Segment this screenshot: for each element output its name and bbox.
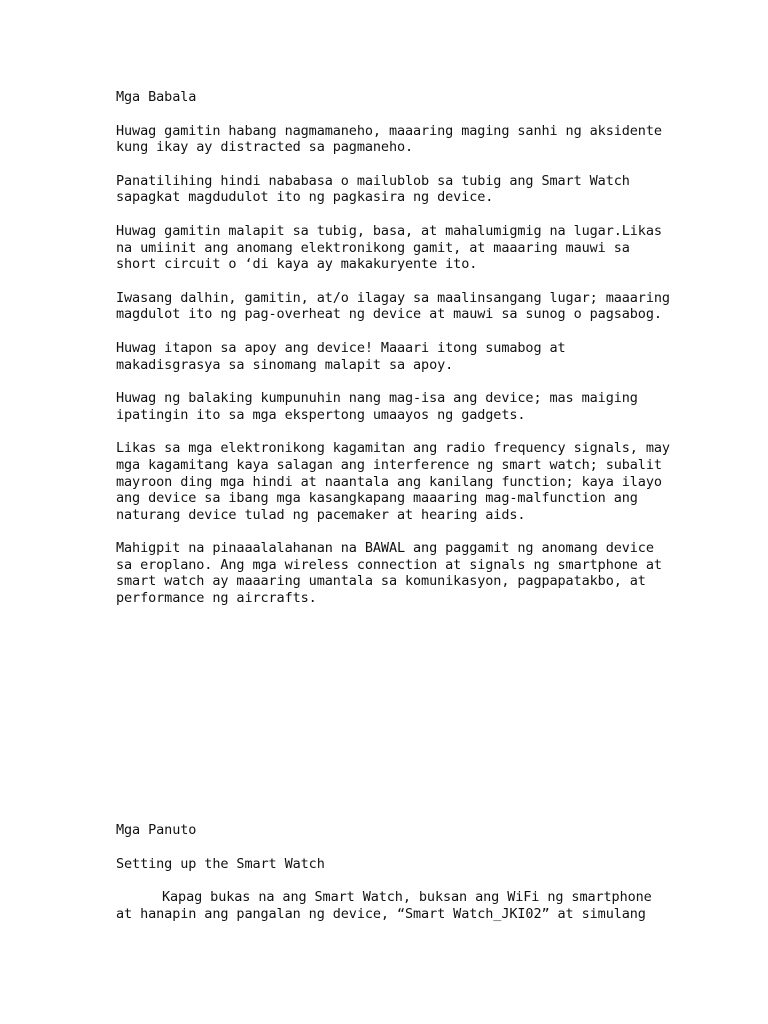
setup-subheading: Setting up the Smart Watch — [116, 855, 325, 872]
instructions-section — [116, 822, 656, 922]
text-line: performance ng aircrafts. — [116, 590, 317, 607]
text-line: sapagkat magdudulot ito ng pagkasira ng device. — [116, 189, 494, 206]
text-line: Panatilihing hindi nababasa o mailublob sa tubig ang Smart Watch — [116, 172, 630, 189]
warning-paragraph — [116, 289, 670, 323]
warnings-heading: Mga Babala — [116, 89, 197, 105]
text-line: Mahigpit na pinaaalalahanan na BAWAL ang paggamit ng anomang device — [116, 540, 654, 557]
text-line: kung ikay ay distracted sa pagmaneho. — [116, 139, 414, 156]
text-line: naturang device tulad ng pacemaker at hearing aids. — [116, 506, 526, 523]
text-line: Huwag gamitin malapit sa tubig, basa, at mahalumigmig na lugar.Likas — [116, 222, 662, 239]
text-line: at hanapin ang pangalan ng device, “Smart Watch_JKI02” at simulang — [116, 905, 646, 922]
text-line: Huwag itapon sa apoy ang device! Maaari itong sumabog at — [116, 339, 566, 356]
warning-paragraph — [116, 390, 656, 423]
text-line: Huwag gamitin habang nagmamaneho, maaaring maging sanhi ng aksidente — [116, 122, 662, 139]
text-line: Likas sa mga elektronikong kagamitan ang radio frequency signals, may — [116, 440, 670, 457]
warning-paragraph — [116, 340, 656, 373]
warnings-section — [116, 89, 670, 624]
text-line: Iwasang dalhin, gamitin, at/o ilagay sa maalinsangang lugar; maaaring — [116, 289, 670, 306]
text-line: smart watch ay maaaring umantala sa komunikasyon, pagpapatakbo, at — [116, 573, 646, 590]
text-line: mayroon ding mga hindi at naantala ang kanilang function; kaya ilayo — [116, 473, 662, 490]
warning-paragraph — [116, 440, 670, 523]
text-line: short circuit o ‘di kaya ay makakuryente ito. — [116, 256, 478, 273]
warning-paragraph — [116, 222, 662, 273]
text-line: sa eroplano. Ang mga wireless connection at signals ng smartphone at — [116, 556, 662, 573]
text-line: Huwag ng balaking kumpunuhin nang mag-isa ang device; mas maiging — [116, 390, 638, 407]
text-line: mga kagamitang kaya salagan ang interference ng smart watch; subalit — [116, 456, 662, 473]
warning-paragraph — [116, 173, 656, 206]
text-line: makadisgrasya sa sinomang malapit sa apoy. — [116, 356, 454, 373]
text-line: na umiinit ang anomang elektronikong gamit, at maaaring mauwi sa — [116, 239, 630, 256]
instructions-heading: Mga Panuto — [116, 822, 197, 838]
warning-paragraph — [116, 122, 662, 156]
text-line-indented: Kapag bukas na ang Smart Watch, buksan ang WiFi ng smartphone — [162, 889, 652, 906]
warning-paragraph — [116, 540, 662, 607]
text-line: ipatingin ito sa mga ekspertong umaayos ng gadgets. — [116, 406, 526, 423]
text-line: magdulot ito ng pag-overheat ng device at mauwi sa sunog o pagsabog. — [116, 306, 662, 323]
setup-paragraph — [116, 889, 656, 922]
text-line: ang device sa ibang mga kasangkapang maaaring mag-malfunction ang — [116, 490, 638, 507]
